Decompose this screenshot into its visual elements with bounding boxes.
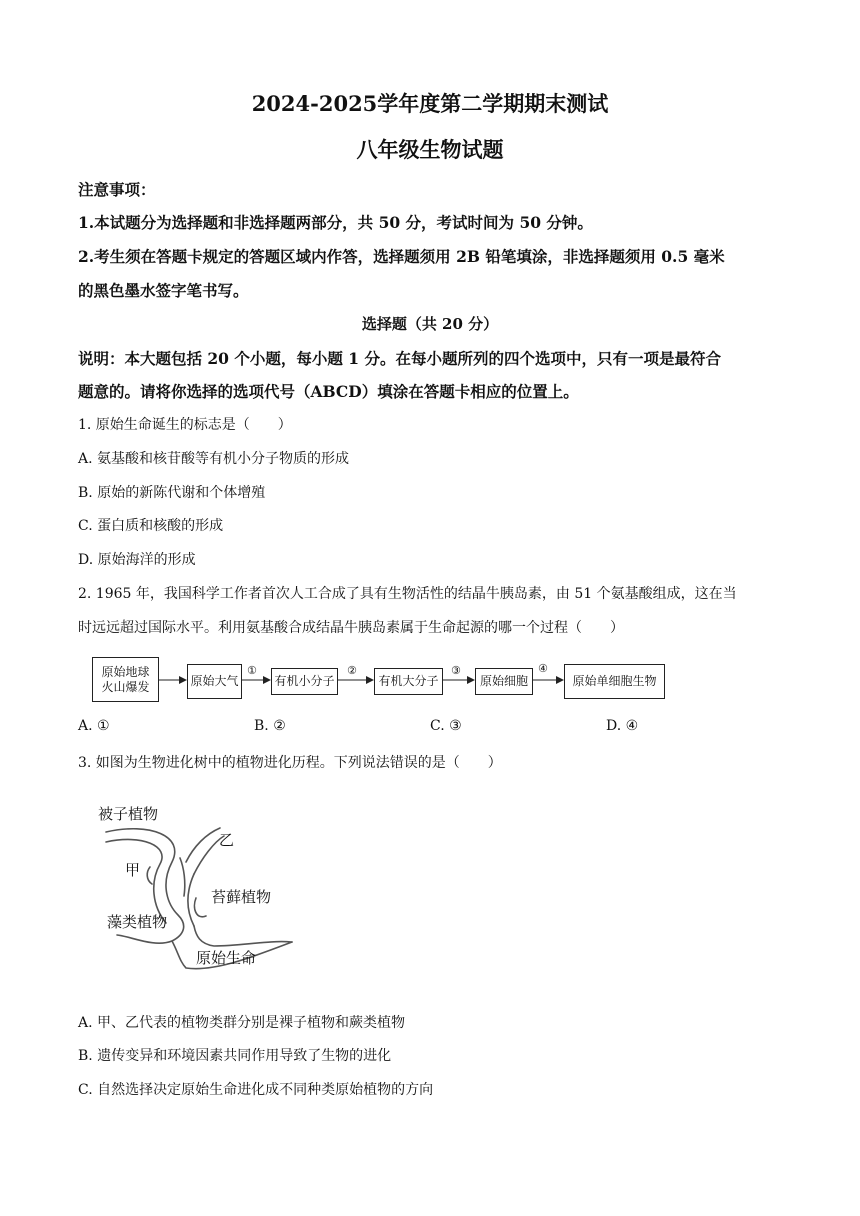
q1-stem: 1. 原始生命诞生的标志是（ ） bbox=[78, 417, 292, 433]
tree-label-algae: 藻类植物 bbox=[107, 913, 168, 931]
q2-stem-line2: 时远远超过国际水平。利用氨基酸合成结晶牛胰岛素属于生命起源的哪一个过程（ ） bbox=[78, 620, 624, 636]
section-desc-line1: 说明：本大题包括 20 个小题，每小题 1 分。在每小题所列的四个选项中，只有一项是最符合 bbox=[78, 349, 721, 368]
q1-option-d: D. 原始海洋的形成 bbox=[78, 552, 196, 568]
tree-label-moss: 苔藓植物 bbox=[211, 888, 272, 906]
q2-option-a: A. ① bbox=[78, 718, 110, 734]
notice-item-2-line2: 的黑色墨水签字笔书写。 bbox=[78, 281, 249, 300]
q1-option-b: B. 原始的新陈代谢和个体增殖 bbox=[78, 485, 266, 501]
flow-step-4: ④ bbox=[538, 662, 548, 675]
flow-box-primitive-earth bbox=[92, 657, 159, 702]
flow-step-3: ③ bbox=[451, 664, 461, 677]
section-desc-line2: 题意的。请将你选择的选项代号（ABCD）填涂在答题卡相应的位置上。 bbox=[78, 382, 579, 401]
q1-option-c: C. 蛋白质和核酸的形成 bbox=[78, 518, 224, 534]
tree-label-angiosperm: 被子植物 bbox=[98, 805, 159, 823]
q2-stem-line1: 2. 1965 年，我国科学工作者首次人工合成了具有生物活性的结晶牛胰岛素，由 51 个氨基酸组成，这在当 bbox=[78, 586, 737, 602]
section-title: 选择题（共 20 分） bbox=[361, 315, 499, 333]
flow-box-small-organic-molecules: 有机小分子 bbox=[271, 668, 338, 695]
flow-box-primitive-unicellular: 原始单细胞生物 bbox=[564, 664, 665, 699]
exam-title: 2024-2025学年度第二学期期末测试 bbox=[251, 91, 609, 116]
notice-item-1: 1.本试题分为选择题和非选择题两部分，共 50 分，考试时间为 50 分钟。 bbox=[78, 213, 593, 232]
q3-stem: 3. 如图为生物进化树中的植物进化历程。下列说法错误的是（ ） bbox=[78, 755, 502, 771]
q2-option-b: B. ② bbox=[254, 718, 286, 734]
q2-option-d: D. ④ bbox=[606, 718, 639, 734]
notice-heading: 注意事项： bbox=[78, 180, 156, 199]
exam-subtitle: 八年级生物试题 bbox=[356, 137, 504, 162]
tree-label-origin: 原始生命 bbox=[196, 949, 257, 967]
flow-box-primitive-cell: 原始细胞 bbox=[475, 668, 533, 695]
flow-box-1-line2: 火山爆发 bbox=[101, 679, 150, 694]
tree-label-jia: 甲 bbox=[125, 861, 141, 879]
flow-box-1-line1: 原始地球 bbox=[101, 664, 150, 679]
tree-label-yi: 乙 bbox=[219, 831, 235, 849]
flow-step-2: ② bbox=[347, 664, 357, 677]
q2-option-c: C. ③ bbox=[430, 718, 462, 734]
q3-option-c: C. 自然选择决定原始生命进化成不同种类原始植物的方向 bbox=[78, 1082, 434, 1098]
q1-option-a: A. 氨基酸和核苷酸等有机小分子物质的形成 bbox=[78, 451, 350, 467]
flow-box-large-organic-molecules: 有机大分子 bbox=[374, 668, 443, 695]
notice-item-2-line1: 2.考生须在答题卡规定的答题区域内作答，选择题须用 2B 铅笔填涂，非选择题须用 0.5 毫米 bbox=[78, 247, 725, 266]
flow-step-1: ① bbox=[247, 664, 257, 677]
flow-box-primitive-atmosphere: 原始大气 bbox=[187, 664, 242, 699]
q3-option-a: A. 甲、乙代表的植物类群分别是裸子植物和蕨类植物 bbox=[78, 1015, 406, 1031]
q3-option-b: B. 遗传变异和环境因素共同作用导致了生物的进化 bbox=[78, 1048, 392, 1064]
